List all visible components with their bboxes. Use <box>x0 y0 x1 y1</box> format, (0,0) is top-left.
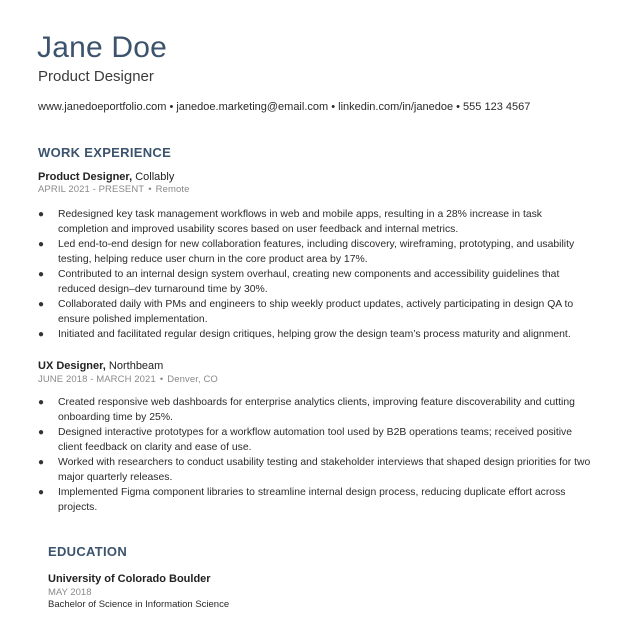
education-degree: Bachelor of Science in Information Science <box>48 599 230 610</box>
list-item <box>38 297 593 327</box>
candidate-name: Jane Doe <box>37 31 168 64</box>
bullet-text: Collaborated daily with PMs and engineers to ship weekly product updates, actively participating in design QA to ensure polished implementation. <box>58 299 574 325</box>
bullet-text: Implemented Figma component libraries to streamline internal design process, reducing duplicate effort across projects. <box>58 487 566 513</box>
education-school: University of Colorado Boulder <box>48 573 211 585</box>
job-title-1 <box>38 171 174 184</box>
job-dates-2: JUNE 2018 - MARCH 2021 <box>38 374 156 385</box>
job-location-1: Remote <box>155 184 190 195</box>
job-meta-separator: • <box>159 374 164 385</box>
bullet-icon: ● <box>38 239 45 250</box>
job-role-1: Product Designer, <box>38 171 133 183</box>
list-item <box>38 485 593 515</box>
list-item <box>38 267 593 297</box>
bullet-icon: ● <box>38 427 45 438</box>
job-location-2: Denver, CO <box>167 374 218 385</box>
bullet-text: Contributed to an internal design system overhaul, creating new components and accessibility guidelines that reduced design–dev turnaround time by 30%. <box>58 269 560 295</box>
job-dates-1: APRIL 2021 - PRESENT <box>38 184 145 195</box>
bullet-text: Initiated and facilitated regular design critiques, helping grow the design team’s process maturity and alignment. <box>58 329 571 340</box>
bullet-icon: ● <box>38 397 45 408</box>
bullet-icon: ● <box>38 269 45 280</box>
list-item <box>38 327 593 342</box>
job-company-2: Northbeam <box>105 360 164 372</box>
bullet-text: Designed interactive prototypes for a workflow automation tool used by B2B operations teams; received positive client feedback on clarity and ease of use. <box>58 427 573 453</box>
job-meta-separator: • <box>148 184 152 195</box>
list-item <box>38 237 593 267</box>
contact-line: www.janedoeportfolio.com • janedoe.marketing@email.com • linkedin.com/in/janedoe • 555 123 4567 <box>38 101 531 113</box>
job-company-1: Collably <box>132 171 175 183</box>
bullet-text: Led end-to-end design for new collaboration features, including discovery, wireframing, prototyping, and usability testing, helping reduce user churn in the core product area by 17%. <box>58 239 575 265</box>
bullet-icon: ● <box>38 299 45 310</box>
list-item <box>38 207 593 237</box>
bullet-icon: ● <box>38 487 45 498</box>
bullet-text: Worked with researchers to conduct usability testing and stakeholder interviews that shaped design priorities for two major quarterly releases. <box>58 457 591 483</box>
candidate-headline: Product Designer <box>38 68 154 85</box>
list-item <box>38 425 593 455</box>
job-bullets-2 <box>38 395 593 515</box>
bullet-icon: ● <box>38 209 45 220</box>
bullet-icon: ● <box>38 457 45 468</box>
job-meta-2 <box>38 374 218 386</box>
bullet-icon: ● <box>38 329 45 340</box>
job-meta-1 <box>38 184 190 196</box>
work-experience-heading: WORK EXPERIENCE <box>38 145 172 160</box>
job-bullets-1 <box>38 207 593 342</box>
job-role-2: UX Designer, <box>38 360 106 372</box>
education-date: MAY 2018 <box>48 587 92 598</box>
list-item <box>38 395 593 425</box>
list-item <box>38 455 593 485</box>
job-title-2 <box>38 360 163 373</box>
bullet-text: Redesigned key task management workflows in web and mobile apps, resulting in a 28% increase in task completion and improved usability scores based on user feedback and internal metrics. <box>58 209 543 235</box>
education-heading: EDUCATION <box>48 544 128 559</box>
bullet-text: Created responsive web dashboards for enterprise analytics clients, improving feature discoverability and cutting onboarding time by 25%. <box>58 397 575 423</box>
